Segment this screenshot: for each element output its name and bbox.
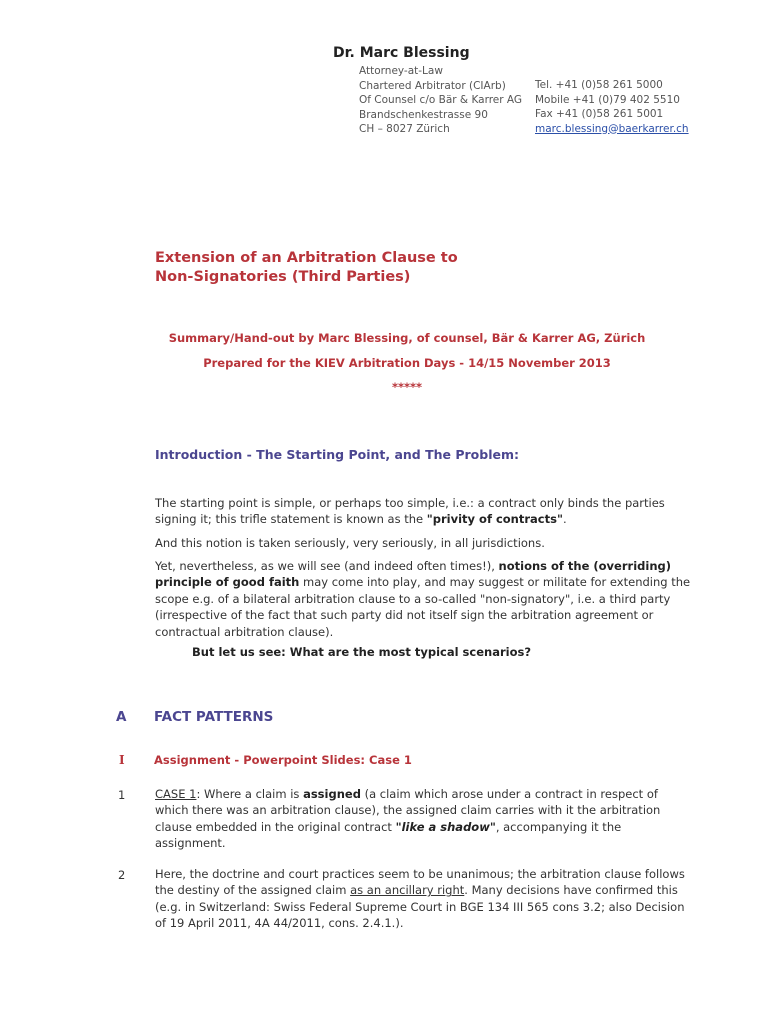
title-line-1: Extension of an Arbitration Clause to bbox=[155, 250, 458, 266]
letterhead-contact bbox=[535, 78, 689, 136]
fax-line: Fax +41 (0)58 261 5001 bbox=[535, 108, 664, 120]
intro-paragraph-2: And this notion is taken seriously, very seriously, in all jurisdictions. bbox=[155, 536, 545, 550]
section-a-letter: A bbox=[116, 709, 127, 725]
letterhead-line: CH – 8027 Zürich bbox=[359, 123, 450, 135]
section-a-title: FACT PATTERNS bbox=[154, 709, 274, 725]
letterhead-line: Brandschenkestrasse 90 bbox=[359, 108, 488, 121]
text: (a claim which arose under a contract in respect of which there was an arbitration clause), the assigned claim carries with it the arbitration clause embedded in the original contract bbox=[155, 787, 661, 834]
letterhead-line: Attorney-at-Law bbox=[359, 65, 443, 77]
text: : Where a claim is bbox=[196, 787, 304, 801]
letterhead-line: Chartered Arbitrator (CIArb) bbox=[359, 79, 506, 92]
text: , accompanying it the assignment. bbox=[155, 819, 622, 851]
good-faith-term: notions of the (overriding) principle of good faith bbox=[155, 559, 671, 590]
section-i-number: I bbox=[119, 753, 125, 767]
item-paragraph-2 bbox=[155, 866, 691, 932]
item-number: 2 bbox=[118, 868, 126, 882]
text: Yet, nevertheless, as we will see (and indeed often times!), bbox=[155, 559, 499, 573]
text: Here, the doctrine and court practices seem to be unanimous; the arbitration clause follows the destiny of the assigned claim bbox=[155, 867, 685, 898]
text: may come into play, and may suggest or militate for extending the scope e.g. of a bilateral arbitration clause to a so-called "non-signatory", i.e. a third party (irrespective of the fact that such party did not itself sign the arbitration agreement or contractual arbitration clause). bbox=[155, 575, 691, 639]
case-label: CASE 1 bbox=[155, 787, 197, 801]
title-line-2: Non-Signatories (Third Parties) bbox=[155, 269, 411, 285]
intro-heading: Introduction - The Starting Point, and The Problem: bbox=[155, 447, 520, 462]
intro-question: But let us see: What are the most typical scenarios? bbox=[192, 645, 531, 659]
intro-paragraph-1 bbox=[155, 495, 691, 528]
subtitle-handout: Summary/Hand-out by Marc Blessing, of counsel, Bär & Karrer AG, Zürich bbox=[168, 331, 646, 345]
text: The starting point is simple, or perhaps too simple, i.e.: a contract only binds the parties signing it; this trifle statement is known as the bbox=[155, 496, 665, 527]
document-title bbox=[155, 249, 458, 287]
email-link[interactable]: marc.blessing@baerkarrer.ch bbox=[535, 122, 689, 135]
text: . Many decisions have confirmed this (e.g. in Switzerland: Swiss Federal Supreme Court in BGE 134 III 565 cons 3.2; also Decision of 19 April 2011, 4A 44/2011, cons. 2.4.1.). bbox=[155, 883, 685, 931]
letterhead-left bbox=[359, 64, 522, 137]
assigned-term: assigned bbox=[303, 787, 361, 801]
subtitle-prepared: Prepared for the KIEV Arbitration Days - 14/15 November 2013 bbox=[203, 356, 611, 370]
mobile-line: Mobile +41 (0)79 402 5510 bbox=[535, 93, 680, 106]
shadow-term: "like a shadow" bbox=[395, 819, 496, 834]
item-paragraph-1 bbox=[155, 786, 691, 852]
ancillary-right-term: as an ancillary right bbox=[350, 883, 465, 898]
text: . bbox=[562, 512, 567, 527]
letterhead-line: Of Counsel c/o Bär & Karrer AG bbox=[359, 94, 523, 106]
intro-paragraph-3 bbox=[155, 558, 691, 640]
item-number: 1 bbox=[118, 788, 126, 802]
phone-line: Tel. +41 (0)58 261 5000 bbox=[535, 79, 663, 91]
author-name: Dr. Marc Blessing bbox=[333, 45, 470, 61]
separator-stars: ***** bbox=[391, 380, 423, 394]
section-i-title: Assignment - Powerpoint Slides: Case 1 bbox=[154, 753, 412, 767]
privity-term: "privity of contracts" bbox=[426, 512, 563, 527]
